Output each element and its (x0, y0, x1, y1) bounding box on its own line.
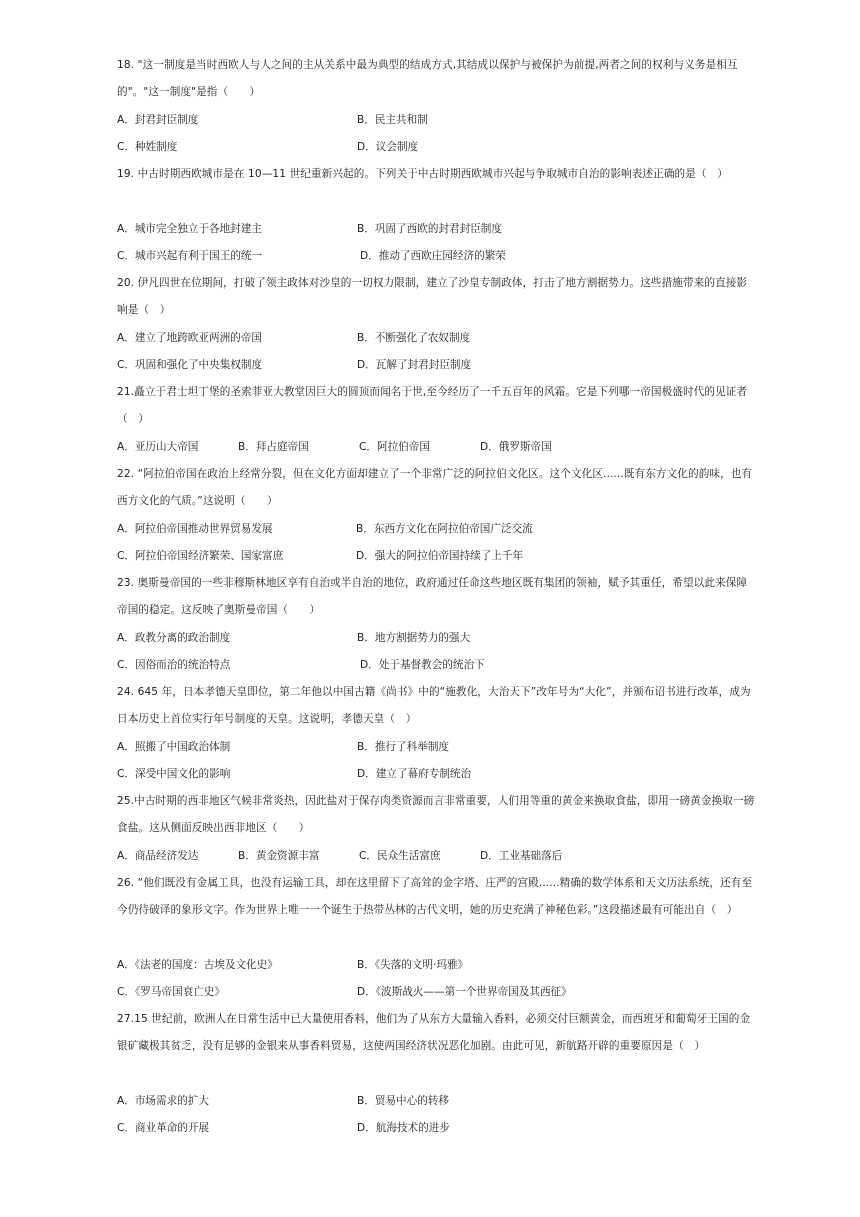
option-a[interactable]: A．市场需求的扩大 (117, 1095, 209, 1107)
option-c[interactable]: C．商业革命的开展 (117, 1122, 210, 1134)
question-24-options-row-2 (117, 761, 757, 788)
question-20-options-row-1 (117, 325, 757, 352)
option-d[interactable]: D．俄罗斯帝国 (480, 441, 552, 453)
question-26-stem: 26. “他们既没有金属工具，也没有运输工具，却在这里留下了高耸的金字塔、庄严的宫殿......精确的数学体系和天文历法系统，还有至今仍待破译的象形文字。作为世界上唯一一个诞生于热带丛林的古代文明，她的历史充满了神秘色彩。”这段描述最有可能出自（ ） (117, 877, 753, 916)
question-20-stem: 20. 伊凡四世在位期间，打破了领主政体对沙皇的一切权力限制，建立了沙皇专制政体，打击了地方割据势力。这些措施带来的直接影响是（ ） (117, 277, 748, 316)
option-c[interactable]: C．阿拉伯帝国经济繁荣、国家富庶 (117, 550, 284, 562)
option-c[interactable]: C．阿拉伯帝国 (359, 441, 430, 453)
option-a[interactable]: A．政教分离的政治制度 (117, 632, 231, 644)
question-18-options-row-2 (117, 134, 757, 161)
option-d[interactable]: D．航海技术的进步 (357, 1122, 450, 1134)
option-d[interactable]: D．《波斯战火——第一个世界帝国及其西征》 (357, 986, 572, 998)
question-19-stem: 19. 中古时期西欧城市是在 10—11 世纪重新兴起的。下列关于中古时期西欧城市兴起与争取城市自治的影响表述正确的是（ ） (117, 168, 728, 180)
question-20-options-row-2 (117, 352, 757, 379)
question-18-stem: 18. "这一制度是当时西欧人与人之间的主从关系中最为典型的结成方式,其结成以保护与被保护为前提,两者之间的权利与义务是相互的"。"这一制度"是指（ ） (117, 59, 738, 98)
question-19-options-row-2 (117, 243, 757, 270)
question-27-options-row-2 (117, 1115, 757, 1142)
question-23-stem: 23. 奥斯曼帝国的一些非穆斯林地区享有自治或半自治的地位，政府通过任命这些地区既有集团的领袖，赋予其重任，希望以此来保障帝国的稳定。这反映了奥斯曼帝国（ ） (117, 577, 748, 616)
option-d[interactable]: D．议会制度 (357, 141, 419, 153)
option-b[interactable]: B．拜占庭帝国 (238, 441, 309, 453)
option-b[interactable]: B．《失落的文明·玛雅》 (357, 959, 469, 971)
question-26-options-row-2 (117, 979, 757, 1006)
option-c[interactable]: C．因俗而治的统治特点 (117, 659, 231, 671)
option-d[interactable]: D．工业基础落后 (480, 850, 563, 862)
option-b[interactable]: B．东西方文化在阿拉伯帝国广泛交流 (356, 523, 533, 535)
option-a[interactable]: A．《法老的国度：古埃及文化史》 (117, 959, 278, 971)
option-b[interactable]: B．巩固了西欧的封君封臣制度 (357, 223, 502, 235)
option-c[interactable]: C．《罗马帝国衰亡史》 (117, 986, 226, 998)
question-27-options-row-1 (117, 1088, 757, 1115)
question-27-stem: 27.15 世纪前，欧洲人在日常生活中已大量使用香料，他们为了从东方大量输入香料，必须交付巨额黄金，而西班牙和葡萄牙王国的金银矿藏极其贫乏，没有足够的金银来从事香料贸易，这使两国经济状况恶化加剧。由此可见，新航路开辟的重要原因是（ ） (117, 1013, 751, 1052)
option-d[interactable]: D．推动了西欧庄园经济的繁荣 (360, 250, 506, 262)
option-c[interactable]: C．深受中国文化的影响 (117, 768, 231, 780)
option-d[interactable]: D．强大的阿拉伯帝国持续了上千年 (356, 550, 524, 562)
option-a[interactable]: A．封君封臣制度 (117, 114, 199, 126)
option-b[interactable]: B．推行了科举制度 (357, 741, 450, 753)
question-26-options-row-1 (117, 952, 757, 979)
question-23-options-row-1 (117, 625, 757, 652)
question-24-options-row-1 (117, 734, 757, 761)
question-24-stem: 24. 645 年，日本孝德天皇即位，第二年他以中国古籍《尚书》中的“施教化，大治天下”改年号为“大化”，并颁布诏书进行改革，成为日本历史上首位实行年号制度的天皇。这说明，孝德天皇（ ） (117, 686, 751, 725)
option-a[interactable]: A．亚历山大帝国 (117, 441, 199, 453)
option-a[interactable]: A．照搬了中国政治体制 (117, 741, 231, 753)
option-b[interactable]: B．黄金资源丰富 (238, 850, 320, 862)
question-22-options-row-1 (117, 516, 757, 543)
option-b[interactable]: B．民主共和制 (357, 114, 428, 126)
option-c[interactable]: C．巩固和强化了中央集权制度 (117, 359, 263, 371)
question-22-stem: 22. “阿拉伯帝国在政治上经常分裂，但在文化方面却建立了一个非常广泛的阿拉伯文化区。这个文化区......既有东方文化的韵味，也有西方文化的气质。”这说明（ ） (117, 468, 753, 507)
option-b[interactable]: B．地方割据势力的强大 (357, 632, 471, 644)
question-18-options-row-1 (117, 107, 757, 134)
option-d[interactable]: D．瓦解了封君封臣制度 (357, 359, 472, 371)
option-d[interactable]: D．建立了幕府专制统治 (357, 768, 472, 780)
option-a[interactable]: A．建立了地跨欧亚两洲的帝国 (117, 332, 262, 344)
question-21-options-row (117, 434, 757, 461)
option-c[interactable]: C．民众生活富庶 (359, 850, 441, 862)
question-22-options-row-2 (117, 543, 757, 570)
option-a[interactable]: A．商品经济发达 (117, 850, 199, 862)
option-a[interactable]: A．城市完全独立于各地封建主 (117, 223, 262, 235)
question-21-stem: 21.矗立于君士坦丁堡的圣索菲亚大教堂因巨大的圆顶而闻名于世,至今经历了一千五百年的风霜。它是下列哪一帝国极盛时代的见证者（ ） (117, 386, 748, 425)
option-c[interactable]: C．种姓制度 (117, 141, 178, 153)
option-b[interactable]: B．不断强化了农奴制度 (357, 332, 471, 344)
option-d[interactable]: D．处于基督教会的统治下 (360, 659, 485, 671)
option-c[interactable]: C．城市兴起有利于国王的统一 (117, 250, 263, 262)
option-a[interactable]: A．阿拉伯帝国推动世界贸易发展 (117, 523, 273, 535)
question-25-stem: 25.中古时期的西非地区气候非常炎热，因此盐对于保存肉类资源而言非常重要，人们用等重的黄金来换取食盐，即用一磅黄金换取一磅食盐。这从侧面反映出西非地区（ ） (117, 795, 755, 834)
question-19-options-row-1 (117, 216, 757, 243)
question-23-options-row-2 (117, 652, 757, 679)
option-b[interactable]: B．贸易中心的转移 (357, 1095, 450, 1107)
question-25-options-row (117, 843, 757, 870)
